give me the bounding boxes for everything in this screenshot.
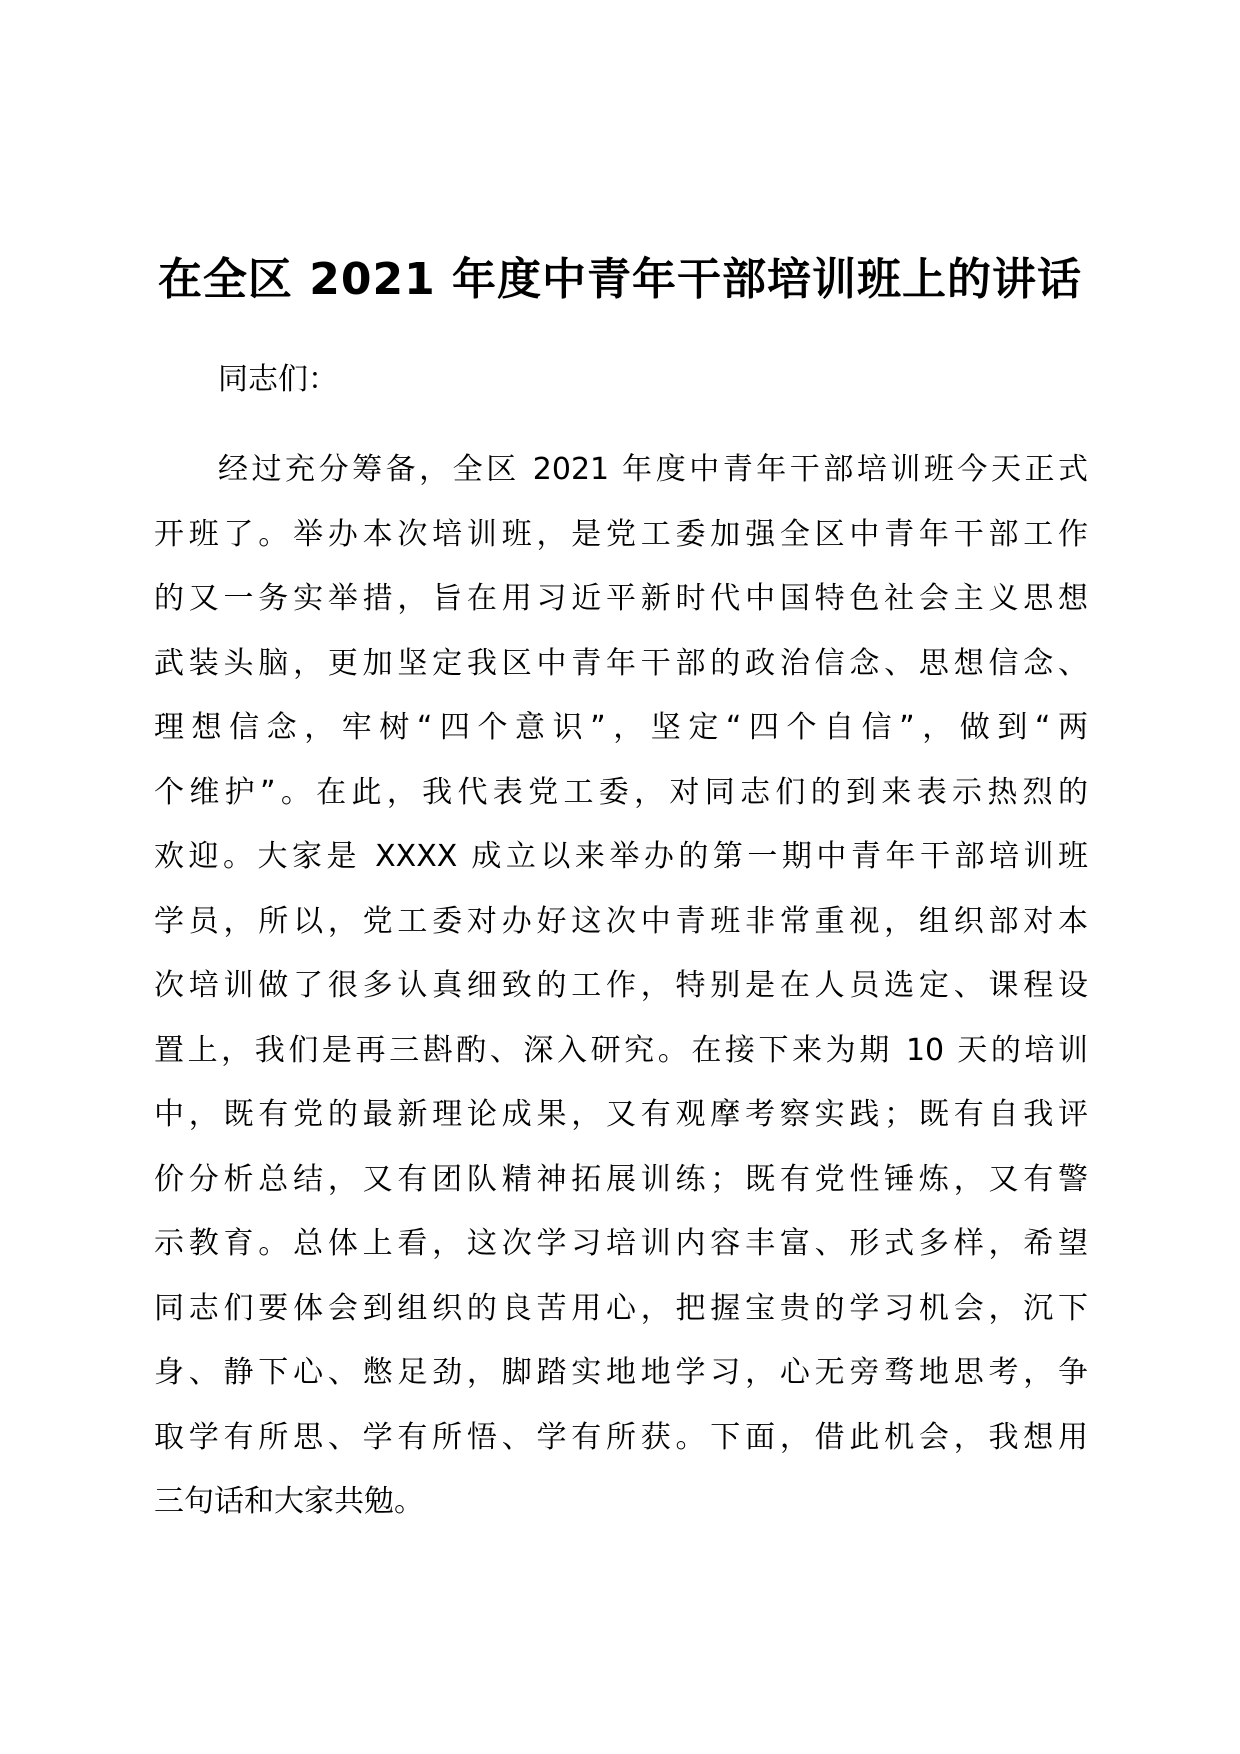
paragraph-line: 置上，我们是再三斟酌、深入研究。在接下来为期 10 天的培训 <box>154 1032 1088 1068</box>
paragraph-line: 同志们要体会到组织的良苦用心，把握宝贵的学习机会，沉下 <box>154 1290 1088 1326</box>
paragraph-line: 价分析总结，又有团队精神拓展训练；既有党性锤炼，又有警 <box>154 1161 1088 1197</box>
paragraph-line: 的又一务实举措，旨在用习近平新时代中国特色社会主义思想 <box>154 581 1088 616</box>
paragraph-line: 学员，所以，党工委对办好这次中青班非常重视，组织部对本 <box>154 903 1088 939</box>
paragraph-line: 示教育。总体上看，这次学习培训内容丰富、形式多样，希望 <box>154 1226 1088 1261</box>
paragraph-line: 三句话和大家共勉。 <box>154 1484 424 1519</box>
paragraph-line: 取学有所思、学有所悟、学有所获。下面，借此机会，我想用 <box>154 1419 1088 1455</box>
body-paragraph <box>154 438 1088 1535</box>
paragraph-line: 个维护”。在此，我代表党工委，对同志们的到来表示热烈的 <box>154 774 1088 810</box>
paragraph-line: 武装头脑，更加坚定我区中青年干部的政治信念、思想信念、 <box>154 645 1088 681</box>
paragraph-line: 次培训做了很多认真细致的工作，特别是在人员选定、课程设 <box>154 968 1088 1003</box>
paragraph-line: 中，既有党的最新理论成果，又有观摩考察实践；既有自我评 <box>154 1097 1088 1132</box>
paragraph-line: 欢迎。大家是 XXXX 成立以来举办的第一期中青年干部培训班 <box>154 839 1088 874</box>
paragraph-line: 理想信念，牢树“四个意识”，坚定“四个自信”，做到“两 <box>154 710 1088 745</box>
paragraph-line: 经过充分筹备，全区 2021 年度中青年干部培训班今天正式 <box>218 452 1088 487</box>
paragraph-line: 开班了。举办本次培训班，是党工委加强全区中青年干部工作 <box>154 516 1088 552</box>
salutation: 同志们： <box>218 362 338 397</box>
document-title: 在全区 2021 年度中青年干部培训班上的讲话 <box>157 254 1083 305</box>
paragraph-line: 身、静下心、憋足劲，脚踏实地地学习，心无旁骛地思考，争 <box>154 1355 1088 1390</box>
